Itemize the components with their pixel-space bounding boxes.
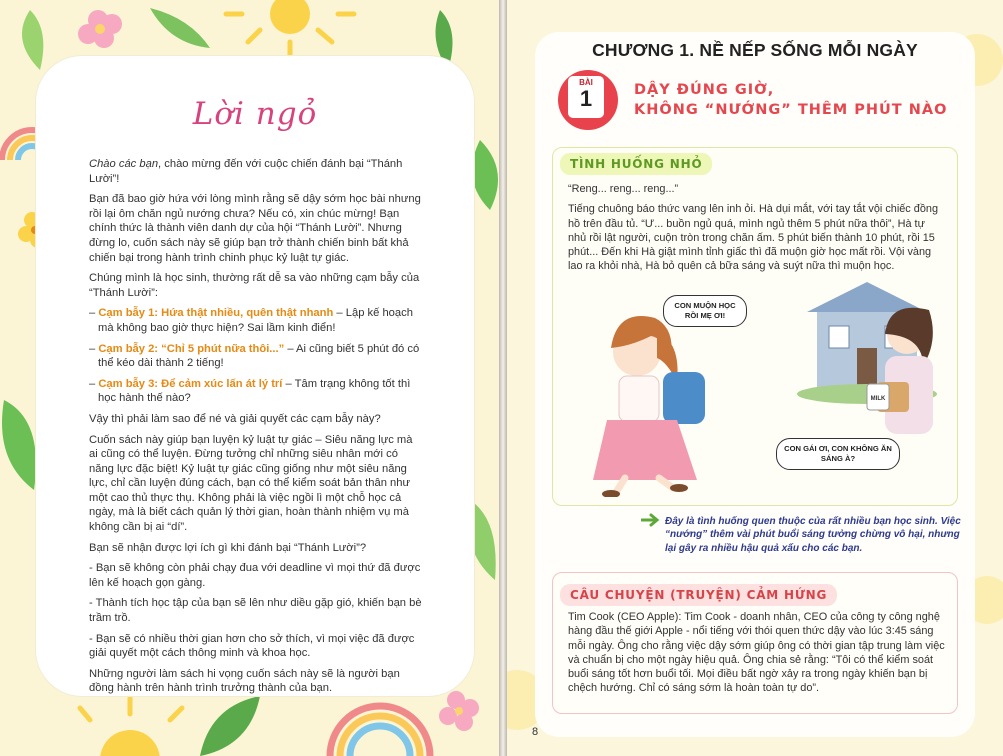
trap-dash: – (89, 307, 99, 320)
lesson-badge (558, 70, 618, 130)
speech-text: CON MUỘN HỌC RỒI MẸ ƠI! (674, 301, 736, 320)
trap-item (89, 377, 423, 406)
intro-body (89, 157, 423, 702)
book-gutter (499, 0, 507, 756)
speech-bubble-mother (776, 438, 900, 470)
trap-title: Cạm bẫy 3: Để cảm xúc lấn át lý trí (98, 377, 283, 390)
lesson-title (634, 80, 954, 120)
sun-icon (226, 0, 354, 58)
leaf-icon (22, 10, 43, 70)
trap-desc: – Tâm trạng không tốt thì học hành thế nào? (98, 377, 411, 405)
left-page (0, 0, 499, 756)
trap-dash: – (89, 342, 99, 355)
speech-text: CON GÁI ƠI, CON KHÔNG ĂN SÁNG À? (784, 444, 892, 463)
right-page (507, 0, 1003, 756)
trap-dash: – (89, 377, 99, 390)
paragraph: Những người làm sách hi vọng cuốn sách này sẽ là người bạn đồng hành trên hành trình trưởng thành của bạn. (89, 667, 400, 695)
paragraph: Bạn đã bao giờ hứa với lòng mình rằng sẽ dậy sớm học bài nhưng rồi lại ôm chăn ngủ nướng chưa? Nếu có, xin chúc mừng! Bạn chính thức là thành viên danh dự của hội “Thánh Lười”. Nhưng đừng lo, cuốn sách này sẽ giúp bạn trở thành chiến binh bất khả chiến bại trong hành trình chinh phục kỷ luật tự giác. (89, 193, 421, 264)
intro-greeting: Chào các bạn (89, 158, 159, 170)
trap-desc: – Lập kế hoạch mà không bao giờ thực hiện? Sai lầm kinh điển! (98, 307, 413, 334)
running-girl-illustration (593, 316, 705, 497)
benefit-item: - Bạn sẽ không còn phải chạy đua với deadline vì mọi thứ đã được lên kế hoạch gọn gàng. (89, 562, 421, 589)
trap-desc: – Ai cũng biết 5 phút đó có thể kéo dài thành 2 tiếng! (98, 342, 420, 370)
benefit-item: - Thành tích học tập của bạn sẽ lên như diều gặp gió, khiến bạn bè trầm trồ. (89, 597, 422, 625)
leaf-icon (472, 140, 498, 210)
situation-note: Đây là tình huống quen thuộc của rất nhiều bạn học sinh. Việc “nướng” thêm vài phút buổi sáng tưởng chừng vô hại, nhưng lại gây ra nhiều hậu quả xấu cho các bạn. (665, 516, 961, 554)
story-text: Tim Cook (CEO Apple): Tim Cook - doanh nhân, CEO của công ty công nghệ hàng đầu thế giới Apple - nổi tiếng với thói quen thức dậy vào lúc 3:45 sáng mỗi ngày. Ông cho rằng việc dậy sớm giúp ông có thời gian tập trung làm việc và chuẩn bị cho một ngày hiệu quả. Ông chia sẻ rằng: “Tôi có thể kiểm soát buổi sáng tốt hơn buổi tối. Mọi điều bất ngờ xảy ra trong ngày khiến bạn bị chệch hướng. Chỉ có sáng sớm là hoàn toàn tự do”. (568, 611, 945, 695)
sun-icon (80, 698, 182, 756)
situation-text (568, 182, 946, 280)
trap-title: Cạm bẫy 2: “Chỉ 5 phút nữa thôi...” (98, 342, 285, 355)
flower-icon (78, 10, 122, 48)
milk-label: MILK (870, 396, 886, 402)
chapter-title: CHƯƠNG 1. NỀ NẾP SỐNG MỖI NGÀY (592, 40, 918, 60)
lesson-badge-label: BÀI (579, 78, 593, 87)
paragraph: “Reng... reng... reng...” (568, 183, 679, 195)
trap-title: Cạm bẫy 1: Hứa thật nhiều, quên thật nhanh (98, 307, 334, 320)
intro-paragraph (89, 157, 423, 186)
lesson-badge-number: 1 (579, 86, 593, 111)
trap-item (89, 342, 423, 371)
lesson-title-line: KHÔNG “NƯỚNG” THÊM PHÚT NÀO (634, 102, 948, 118)
speech-bubble-girl (663, 295, 747, 327)
page-number: 8 (532, 726, 539, 738)
leaf-icon (150, 8, 210, 48)
paragraph: Tiếng chuông báo thức vang lên inh ỏi. Hà dụi mắt, với tay tắt vội chiếc đồng hồ trên đầu tủ. “Ư... buồn ngủ quá, mình ngủ thêm 5 phút nữa thôi”, Hà tự nhủ rồi lật người, cuộn tròn trong chăn ấm. 5 phút biến thành 10 phút, rồi 15 phút... Đến khi Hà giật mình tỉnh giấc thì đã muộn giờ học mất rồi. Vội vàng lao ra khỏi nhà, Hà bỏ quên cả bữa sáng và suýt nữa thì muộn học. (568, 203, 939, 273)
arrow-icon (641, 513, 663, 527)
lesson-badge-card (568, 76, 604, 118)
flower-icon (439, 691, 479, 731)
paragraph: Chúng mình là học sinh, thường rất dễ sa vào những cạm bẫy của “Thánh Lười”: (89, 272, 420, 299)
paragraph: Bạn sẽ nhận được lợi ích gì khi đánh bại “Thánh Lười”? (89, 541, 367, 554)
leaf-icon (200, 696, 260, 756)
trap-item (89, 306, 423, 335)
benefit-item: - Bạn sẽ có nhiều thời gian hơn cho sở thích, vì mọi việc đã được giải quyết một cách thông minh và khoa học. (89, 632, 415, 660)
leaf-icon (2, 400, 36, 490)
paragraph: Vậy thì phải làm sao để né và giải quyết các cạm bẫy này? (89, 412, 381, 425)
page-title: Lời ngỏ (192, 96, 318, 132)
lesson-title-line: DẬY ĐÚNG GIỜ, (634, 82, 775, 98)
intro-greeting-rest: , chào mừng đến với cuộc chiến đánh bại “Thánh Lười”! (89, 158, 403, 185)
story-tag: CÂU CHUYỆN (TRUYỆN) CẢM HỨNG (560, 584, 837, 606)
situation-tag: TÌNH HUỐNG NHỎ (560, 153, 712, 175)
paragraph: Cuốn sách này giúp bạn luyện kỷ luật tự giác – Siêu năng lực mà ai cũng có thể luyện. Đừng tưởng chỉ những siêu nhân mới có năng lực đặc biệt! Kỷ luật tự giác cũng giống như một siêu năng lực, chỉ cần luyện đúng cách, bạn có thể kiểm soát bản thân như một cao thủ thực thụ. Không phải là việc ngồi lì một chỗ học cả ngày, mà là biết cách quản lý thời gian, hoàn thành nhiệm vụ mà không cần bị ai “dí”. (89, 433, 413, 534)
rainbow-icon (330, 706, 430, 756)
